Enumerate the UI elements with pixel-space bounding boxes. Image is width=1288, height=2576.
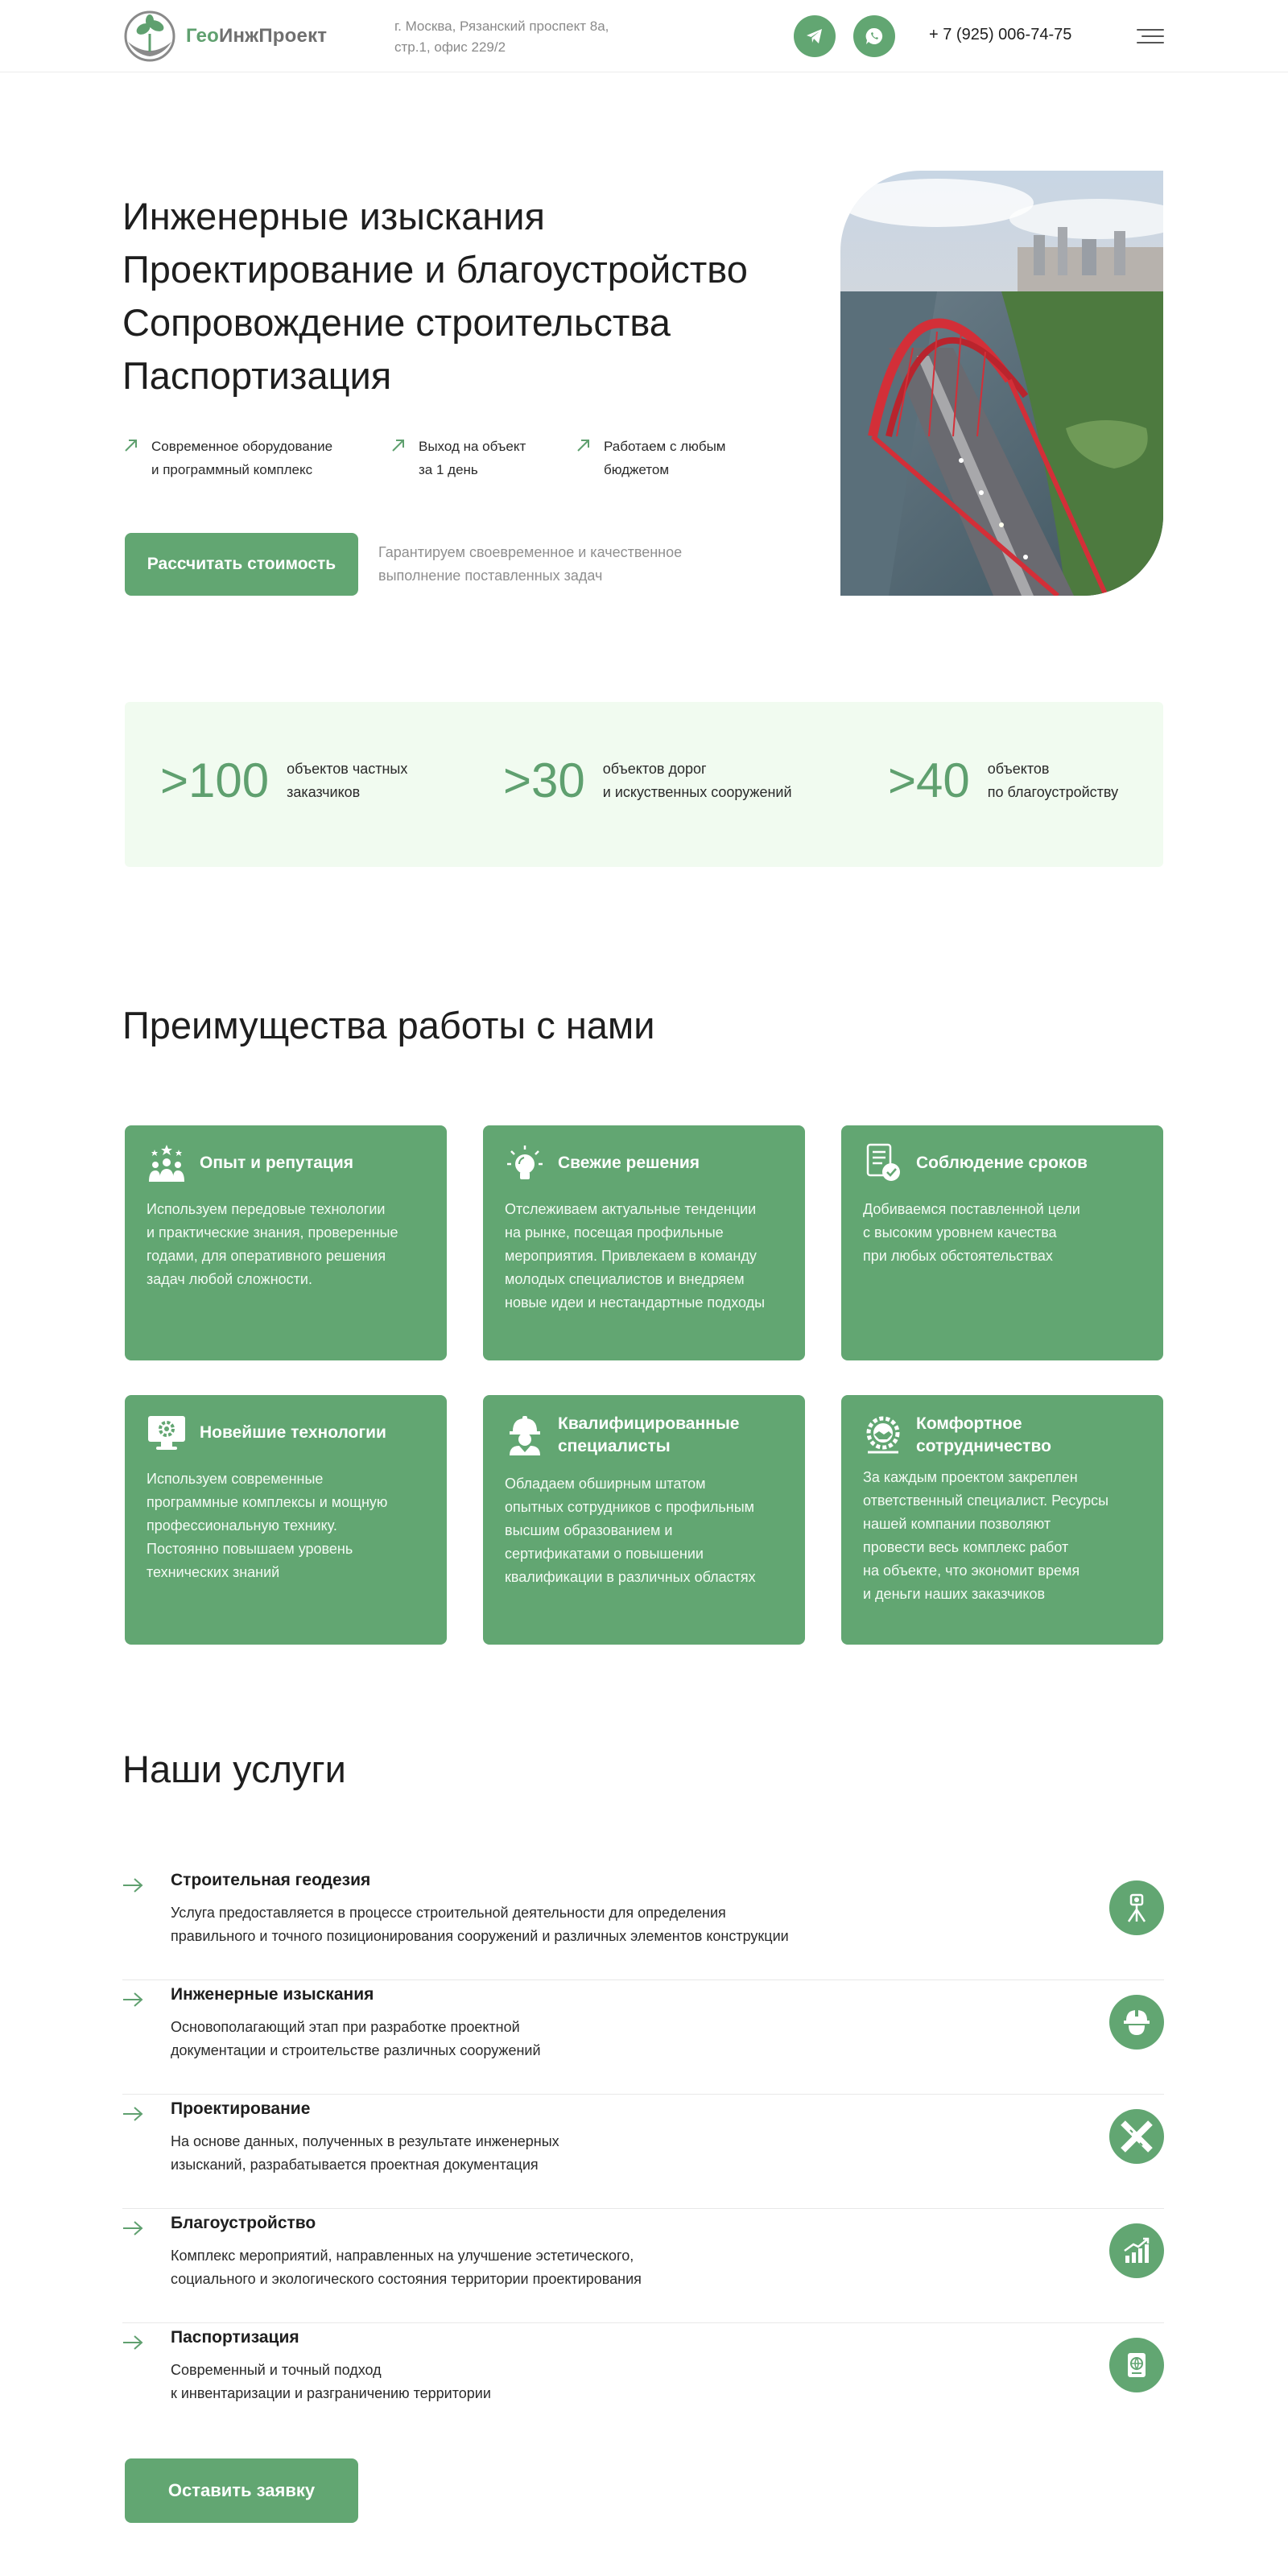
calculate-cost-button[interactable]: Рассчитать стоимость	[125, 533, 358, 596]
submit-request-button[interactable]: Оставить заявку	[125, 2458, 358, 2523]
phone-number[interactable]: + 7 (925) 006-74-75	[929, 26, 1072, 43]
office-address: г. Москва, Рязанский проспект 8а, стр.1, офис 229/2	[394, 19, 609, 55]
service-item[interactable]: Строительная геодезия Услуга предоставляется в процессе строительной деятельности для определения правильного и точного позиционирования сооружений и различных элементов конструкции	[122, 1866, 1164, 1980]
stat-landscaping: >40 объектов по благоустройству	[888, 753, 1119, 807]
arrow-right-icon	[122, 2106, 143, 2122]
advantage-card: Соблюдение сроков Добиваемся поставленной цели с высоким уровнем качества при любых обстоятельствах	[841, 1125, 1163, 1360]
handshake-gear-icon	[863, 1415, 903, 1455]
hero-bridge-image	[840, 171, 1163, 596]
advantage-card: Комфортное сотрудничество За каждым проектом закреплен ответственный специалист. Ресурсы нашей компании позволяют провести весь комплекс работ на объекте, что экономит время и деньги наших заказчиков	[841, 1395, 1163, 1645]
advantage-card: Опыт и репутация Используем передовые технологии и практические знания, проверенные годами, для оперативного решения задач любой сложности.	[125, 1125, 447, 1360]
telegram-button[interactable]	[794, 15, 836, 57]
hero-feature: Выход на объект за 1 день	[390, 435, 541, 481]
hero-feature: Современное оборудование и программный комплекс	[122, 435, 356, 481]
burger-menu-icon[interactable]	[1137, 27, 1164, 46]
team-stars-icon	[147, 1143, 187, 1183]
logo[interactable]	[123, 8, 327, 64]
advantages-title: Преимущества работы с нами	[122, 1004, 655, 1046]
advantage-card: Свежие решения Отслеживаем актуальные тенденции на рынке, посещая профильные мероприятия. Привлекаем в команду молодых специалистов и внедряем новые идеи и нестандартные подходы	[483, 1125, 805, 1360]
arrow-up-right-icon	[575, 436, 592, 454]
whatsapp-button[interactable]	[853, 15, 895, 57]
service-item[interactable]: Проектирование На основе данных, полученных в результате инженерных изысканий, разрабатывается проектная документация	[122, 2095, 1164, 2209]
stats-panel	[125, 702, 1163, 867]
advantage-card: Новейшие технологии Используем современные программные комплексы и мощную профессиональную технику. Постоянно повышаем уровень технических знаний	[125, 1395, 447, 1645]
arrow-right-icon	[122, 2334, 143, 2351]
arrow-right-icon	[122, 1877, 143, 1893]
arrow-right-icon	[122, 2220, 143, 2236]
telegram-icon	[805, 27, 824, 46]
logo-tree-icon	[123, 10, 176, 63]
arrow-right-icon	[122, 1992, 143, 2008]
service-item[interactable]: Инженерные изыскания Основополагающий этап при разработке проектной документации и строительстве различных сооружений	[122, 1980, 1164, 2095]
monitor-gear-icon	[147, 1413, 187, 1453]
engineer-helmet-icon	[505, 1415, 545, 1455]
whatsapp-icon	[864, 26, 885, 47]
hero-features	[122, 435, 794, 481]
lightbulb-icon	[505, 1143, 545, 1183]
guarantee-text: Гарантируем своевременное и качественное выполнение поставленных задач	[378, 544, 683, 584]
site-header	[0, 0, 1288, 72]
services-title: Наши услуги	[122, 1748, 346, 1790]
hard-hat-icon	[1109, 1995, 1164, 2050]
document-check-icon	[863, 1143, 903, 1183]
ruler-pencil-icon	[1109, 2109, 1164, 2164]
arrow-up-right-icon	[390, 436, 407, 454]
hero-title: Инженерные изыскания Проектирование и благоустройство Сопровождение строительства Паспортизация	[122, 195, 748, 397]
passport-globe-icon	[1109, 2338, 1164, 2392]
logo-text: ГеоИнжПроект	[186, 25, 328, 47]
arrow-up-right-icon	[122, 436, 140, 454]
surveyor-tripod-icon	[1109, 1880, 1164, 1935]
hero-feature: Работаем с любым бюджетом	[575, 435, 760, 481]
service-item[interactable]: Благоустройство Комплекс мероприятий, направленных на улучшение эстетического, социального и экологического состояния территории проектирования	[122, 2209, 1164, 2323]
service-item[interactable]: Паспортизация Современный и точный подход к инвентаризации и разграничению территории	[122, 2323, 1164, 2438]
advantage-card: Квалифицированные специалисты Обладаем обширным штатом опытных сотрудников с профильным высшим образованием и сертификатами о повышении квалификации в различных областях	[483, 1395, 805, 1645]
growth-chart-icon	[1109, 2223, 1164, 2278]
stat-private-clients: >100 объектов частных заказчиков	[160, 753, 408, 807]
stat-roads: >30 объектов дорог и искуственных сооружений	[503, 753, 792, 807]
